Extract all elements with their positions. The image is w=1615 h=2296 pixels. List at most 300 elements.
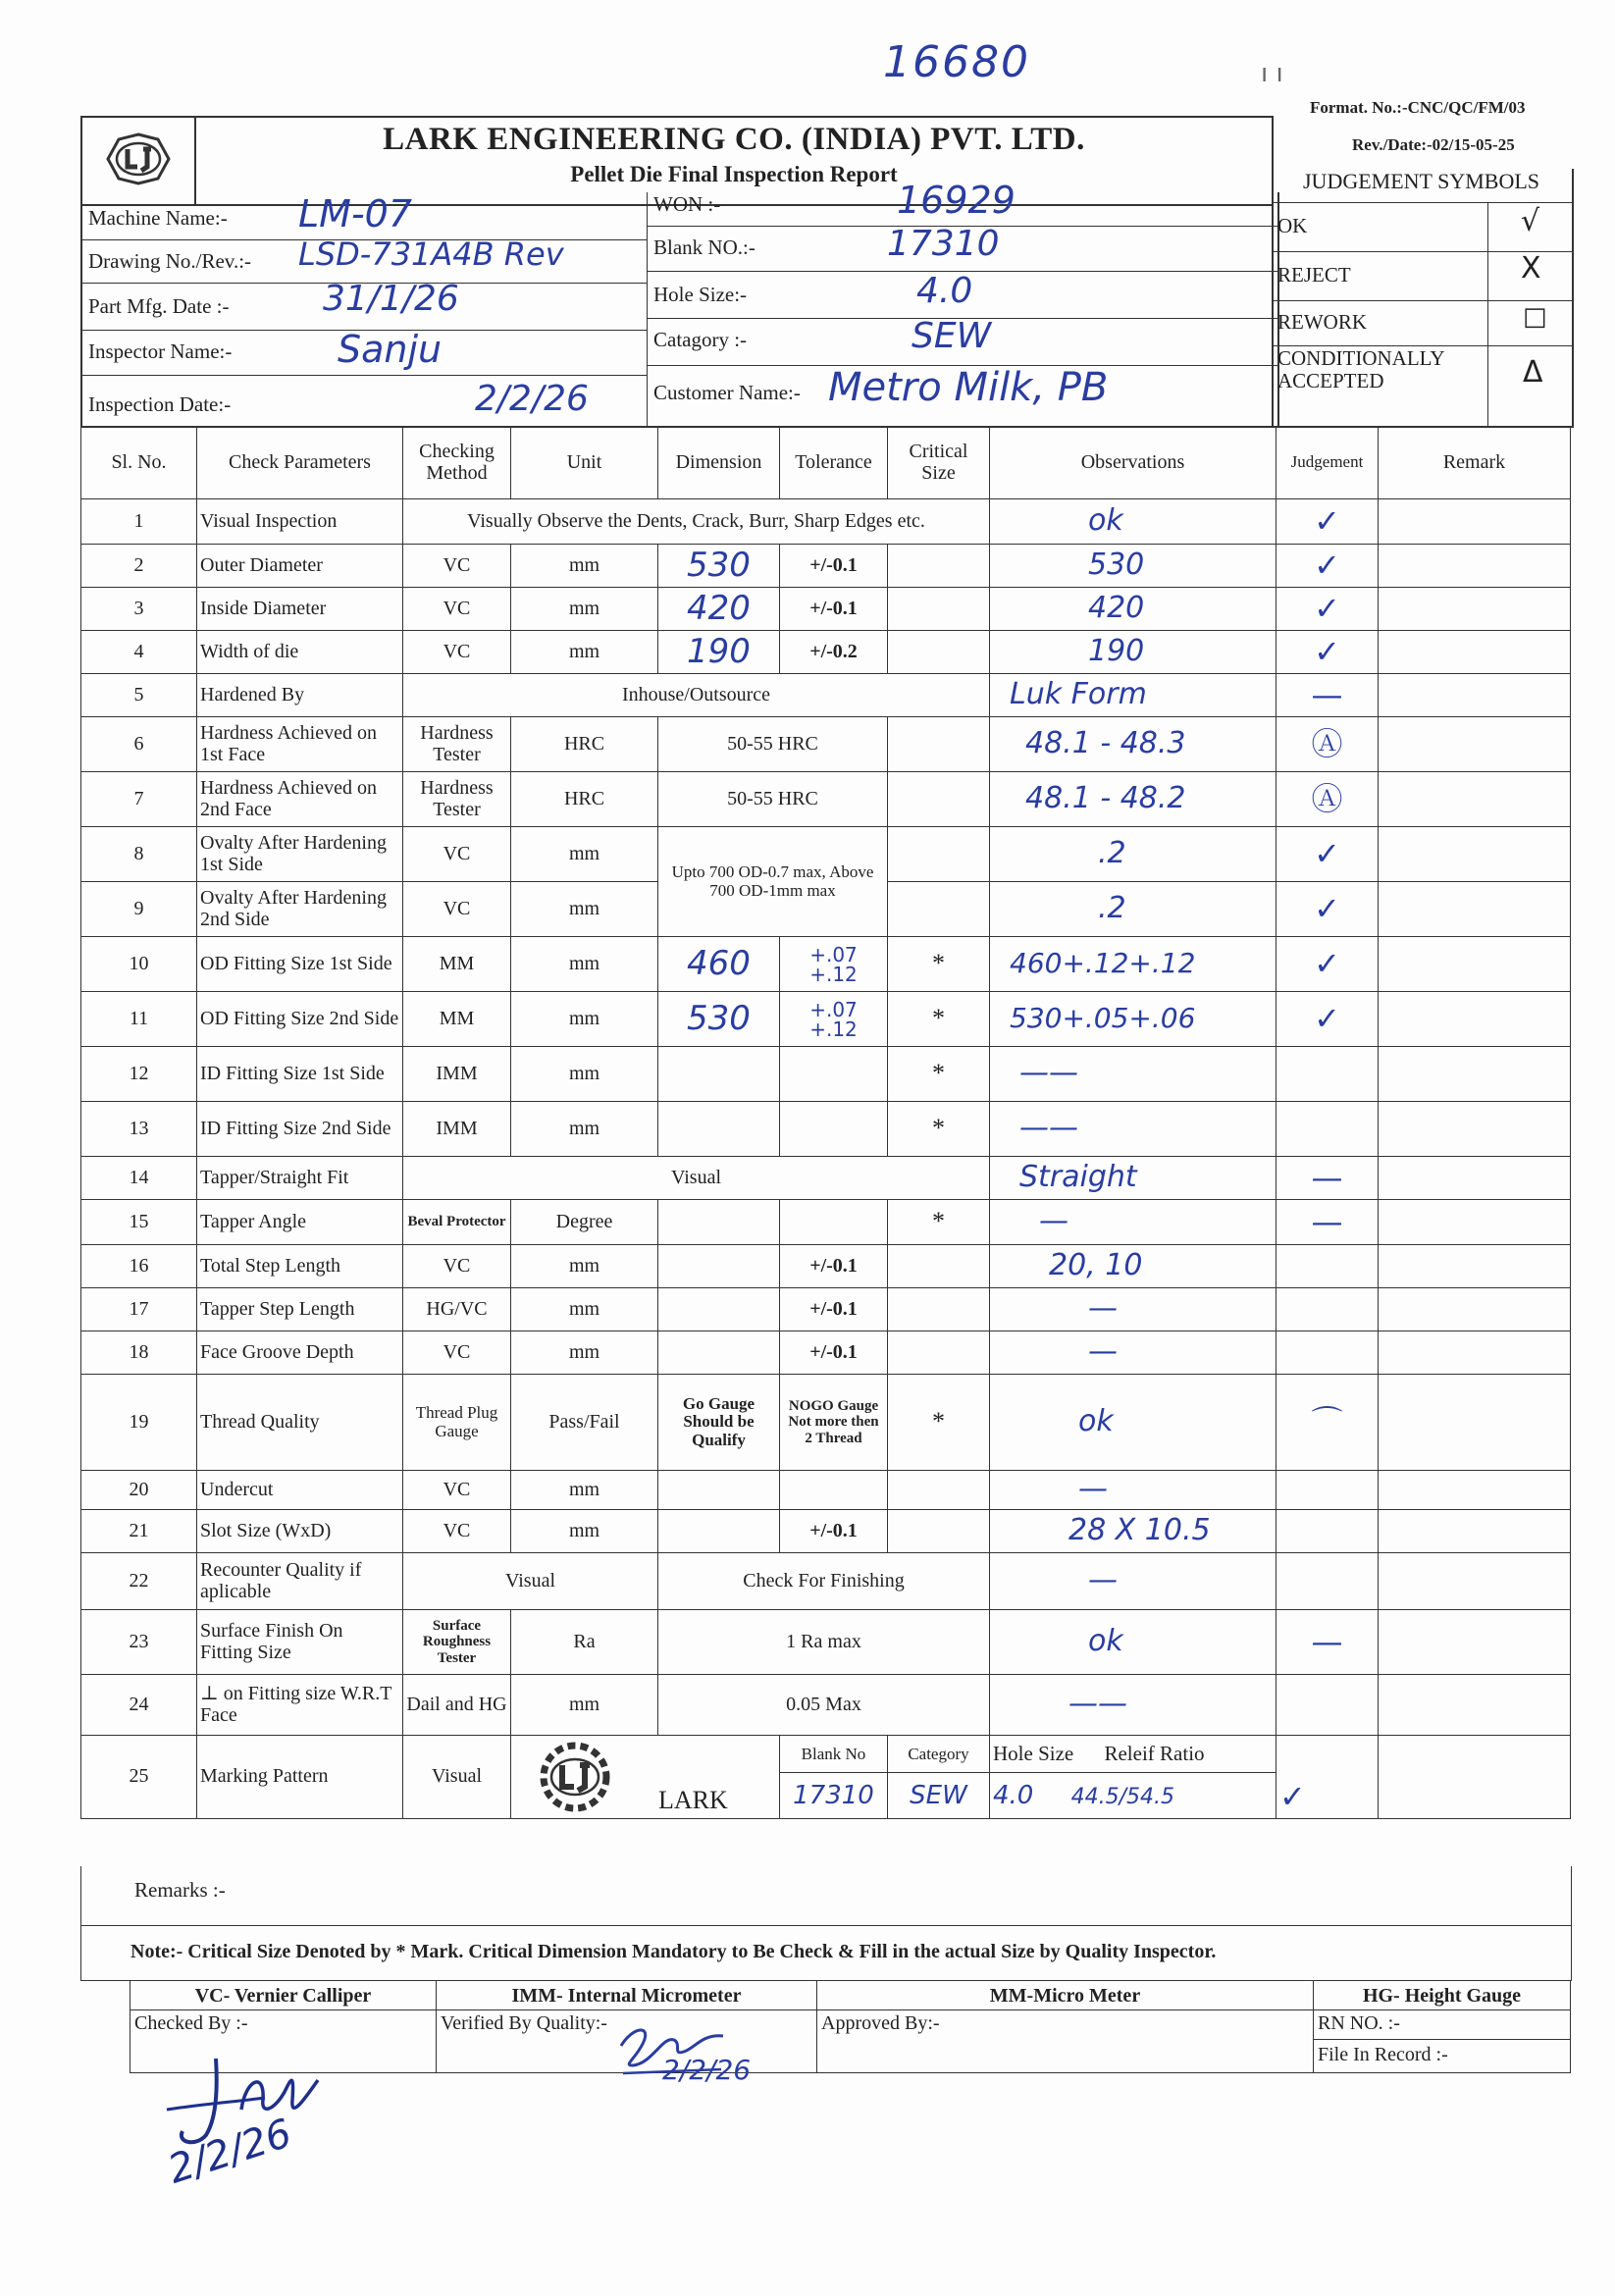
row-judgement: ✓ <box>1276 992 1379 1047</box>
row-remark <box>1379 588 1571 631</box>
row-judgement: ✓ <box>1276 588 1379 631</box>
row-sl: 20 <box>81 1471 197 1510</box>
row-merged-method: Visual <box>403 1157 990 1200</box>
col-tolerance: Tolerance <box>780 427 888 499</box>
row-observation: Straight <box>990 1157 1276 1200</box>
drawing-value: LSD-731A4B Rev <box>298 235 564 273</box>
row-observation: —— <box>990 1102 1276 1157</box>
marking-relief-value: 44.5/54.5 <box>1070 1785 1175 1810</box>
table-row <box>81 499 1571 545</box>
row-sl: 8 <box>81 827 197 882</box>
col-remark: Remark <box>1379 427 1571 499</box>
row-unit: mm <box>511 631 658 674</box>
approved-by-label: Approved By:- <box>821 2012 940 2034</box>
col-unit: Unit <box>511 427 658 499</box>
table-header-row <box>81 427 1571 499</box>
row-critical <box>888 588 990 631</box>
table-row <box>81 937 1571 992</box>
row-tolerance <box>780 1200 888 1245</box>
inspector-label: Inspector Name:- <box>88 339 233 363</box>
row-method: VC <box>403 827 511 882</box>
row-remark <box>1379 772 1571 827</box>
row-method: VC <box>403 1331 511 1375</box>
row-observation: 48.1 - 48.3 <box>990 717 1276 772</box>
row-method: Hardness Tester <box>403 717 511 772</box>
marking-value-group <box>990 1773 1276 1819</box>
row-param: Tapper Step Length <box>197 1288 403 1331</box>
row-method: VC <box>403 1510 511 1553</box>
remarks-box <box>80 1866 1572 1926</box>
lark-logo-icon <box>104 131 173 186</box>
row-dimension: 530 <box>658 545 780 588</box>
row-observation: — <box>990 1200 1276 1245</box>
row-observation: 420 <box>990 588 1276 631</box>
row-unit: mm <box>511 1675 658 1736</box>
row-method: VC <box>403 1245 511 1288</box>
row-sl: 5 <box>81 674 197 717</box>
record-cell <box>1314 2010 1571 2073</box>
row-observation: 48.1 - 48.2 <box>990 772 1276 827</box>
row-judgement: ✓ <box>1276 937 1379 992</box>
row-sl: 9 <box>81 882 197 937</box>
table-row <box>81 1471 1571 1510</box>
table-row <box>81 588 1571 631</box>
rn-no-label: RN NO. :- <box>1318 2012 1400 2034</box>
inspector-value: Sanju <box>338 328 443 371</box>
row-remark <box>1379 1288 1571 1331</box>
verified-by-cell <box>437 2010 817 2086</box>
hole-size-label: Hole Size:- <box>653 283 748 306</box>
report-title: Pellet Die Final Inspection Report <box>570 162 898 186</box>
row-unit: mm <box>511 937 658 992</box>
row-method-unit: Visual <box>403 1553 658 1610</box>
row-critical <box>888 717 990 772</box>
row-remark <box>1379 882 1571 937</box>
row-method: Hardness Tester <box>403 772 511 827</box>
marking-header-group <box>990 1736 1276 1773</box>
row-method: HG/VC <box>403 1288 511 1331</box>
category-value: SEW <box>912 316 992 356</box>
row-unit: HRC <box>511 772 658 827</box>
table-row <box>81 545 1571 588</box>
row-judgement: — <box>1276 1200 1379 1245</box>
row-method: Dail and HG <box>403 1675 511 1736</box>
row-unit: mm <box>511 1288 658 1331</box>
row-remark <box>1379 1375 1571 1471</box>
customer-label: Customer Name:- <box>653 381 801 404</box>
note-box <box>80 1925 1572 1981</box>
row-param: Inside Diameter <box>197 588 403 631</box>
row-tolerance: +/-0.2 <box>780 631 888 674</box>
row-judgement <box>1276 1553 1379 1610</box>
row-sl: 16 <box>81 1245 197 1288</box>
col-sl: Sl. No. <box>81 427 197 499</box>
row-unit: mm <box>511 827 658 882</box>
legend-mm: MM-Micro Meter <box>817 1981 1314 2010</box>
row-sl: 22 <box>81 1553 197 1610</box>
hole-size-value: 4.0 <box>916 271 973 311</box>
row-sl: 23 <box>81 1610 197 1675</box>
row-judgement: ✓ <box>1276 631 1379 674</box>
row-judgement: ⌒ <box>1276 1375 1379 1471</box>
row-sl: 7 <box>81 772 197 827</box>
row-remark <box>1379 1047 1571 1102</box>
row-unit: mm <box>511 1471 658 1510</box>
row-critical <box>888 882 990 937</box>
ok-check-icon: √ <box>1521 204 1540 238</box>
row-param: Thread Quality <box>197 1375 403 1471</box>
marking-judgement: ✓ <box>1276 1736 1379 1819</box>
row-observation: — <box>990 1553 1276 1610</box>
info-block <box>80 179 1279 428</box>
marking-param: Marking Pattern <box>197 1736 403 1819</box>
row-tolerance: +/-0.1 <box>780 1245 888 1288</box>
row-critical <box>888 1245 990 1288</box>
row-unit: mm <box>511 545 658 588</box>
row-unit: mm <box>511 1331 658 1375</box>
col-method: Checking Method <box>403 427 511 499</box>
row-sl: 10 <box>81 937 197 992</box>
row-critical: * <box>888 937 990 992</box>
row-remark <box>1379 499 1571 545</box>
row-unit: mm <box>511 1102 658 1157</box>
row-dimension: 530 <box>658 992 780 1047</box>
row-method: VC <box>403 1471 511 1510</box>
marking-lark-text: LARK <box>658 1785 728 1814</box>
row-judgement <box>1276 1331 1379 1375</box>
table-row <box>81 674 1571 717</box>
judgement-ok-label: OK <box>1277 214 1308 237</box>
col-dimension: Dimension <box>658 427 780 499</box>
row-param: Visual Inspection <box>197 499 403 545</box>
row-judgement: ✓ <box>1276 827 1379 882</box>
row-judgement <box>1276 1047 1379 1102</box>
row-param: Face Groove Depth <box>197 1331 403 1375</box>
row-judgement <box>1276 1245 1379 1288</box>
row-dimension-tolerance: 1 Ra max <box>658 1610 990 1675</box>
row-tolerance: +/-0.1 <box>780 588 888 631</box>
inspection-date-value: 2/2/26 <box>475 379 589 419</box>
row-observation: — <box>990 1288 1276 1331</box>
row-param: Width of die <box>197 631 403 674</box>
row-sl: 3 <box>81 588 197 631</box>
row-remark <box>1379 827 1571 882</box>
row-unit: Pass/Fail <box>511 1375 658 1471</box>
judgement-conditional-label: CONDITIONALLY ACCEPTED <box>1277 346 1444 393</box>
judgement-symbols-box <box>1272 169 1574 428</box>
row-observation: ok <box>990 1610 1276 1675</box>
row-unit: mm <box>511 1047 658 1102</box>
blank-no-value: 17310 <box>887 224 1000 264</box>
row-remark <box>1379 1157 1571 1200</box>
marking-sl: 25 <box>81 1736 197 1819</box>
row-method: VC <box>403 882 511 937</box>
approved-by-cell <box>817 2010 1314 2073</box>
customer-value: Metro Milk, PB <box>828 365 1109 410</box>
marking-header-category: Category <box>888 1736 990 1773</box>
row-tolerance: +.07 +.12 <box>780 992 888 1047</box>
judgement-reject-label: REJECT <box>1277 263 1351 287</box>
marking-header-row <box>81 1736 1571 1773</box>
machine-label: Machine Name:- <box>88 206 228 230</box>
row-remark <box>1379 631 1571 674</box>
row-sl: 4 <box>81 631 197 674</box>
conditional-triangle-icon: Δ <box>1523 355 1543 390</box>
row-method: Surface Roughness Tester <box>403 1610 511 1675</box>
row-observation: — <box>990 1331 1276 1375</box>
row-tolerance: +/-0.1 <box>780 1288 888 1331</box>
row-critical <box>888 772 990 827</box>
col-judgement: Judgement <box>1276 427 1379 499</box>
row-observation: .2 <box>990 882 1276 937</box>
table-row <box>81 717 1571 772</box>
row-dimension <box>658 1102 780 1157</box>
row-observation: 530+.05+.06 <box>990 992 1276 1047</box>
row-observation: 28 X 10.5 <box>990 1510 1276 1553</box>
rework-square-icon: □ <box>1523 302 1547 332</box>
row-judgement: — <box>1276 1157 1379 1200</box>
remarks-label: Remarks :- <box>134 1878 226 1902</box>
row-unit: mm <box>511 1245 658 1288</box>
row-sl: 24 <box>81 1675 197 1736</box>
row-tolerance: +/-0.1 <box>780 1510 888 1553</box>
row-param: Outer Diameter <box>197 545 403 588</box>
row-observation: ok <box>990 1375 1276 1471</box>
category-label: Catagory :- <box>653 328 748 351</box>
row-param: Tapper/Straight Fit <box>197 1157 403 1200</box>
row-observation: — <box>990 1471 1276 1510</box>
revision-date: Rev./Date:-02/15-05-25 <box>1352 135 1515 154</box>
row-sl: 2 <box>81 545 197 588</box>
row-observation: Luk Form <box>990 674 1276 717</box>
row-method: MM <box>403 992 511 1047</box>
row-param: Hardness Achieved on 2nd Face <box>197 772 403 827</box>
row-param: Slot Size (WxD) <box>197 1510 403 1553</box>
row-merged-method: Visually Observe the Dents, Crack, Burr, Sharp Edges etc. <box>403 499 990 545</box>
row-remark <box>1379 1675 1571 1736</box>
row-tolerance <box>780 1102 888 1157</box>
marking-header-blank: Blank No <box>780 1736 888 1773</box>
marking-blank-value: 17310 <box>780 1773 888 1819</box>
row-remark <box>1379 674 1571 717</box>
table-row <box>81 1375 1571 1471</box>
row-dimension: Go Gauge Should be Qualify <box>658 1375 780 1471</box>
row-observation: 460+.12+.12 <box>990 937 1276 992</box>
row-tolerance: +/-0.1 <box>780 1331 888 1375</box>
row-critical: * <box>888 992 990 1047</box>
row-dimension <box>658 1510 780 1553</box>
row-sl: 21 <box>81 1510 197 1553</box>
row-dimension <box>658 1471 780 1510</box>
table-row <box>81 1331 1571 1375</box>
row-judgement: ✓ <box>1276 545 1379 588</box>
row-dimension: 420 <box>658 588 780 631</box>
format-number: Format. No.:-CNC/QC/FM/03 <box>1310 98 1526 117</box>
row-unit: mm <box>511 1510 658 1553</box>
table-row <box>81 1510 1571 1553</box>
row-param: OD Fitting Size 2nd Side <box>197 992 403 1047</box>
row-observation: 530 <box>990 545 1276 588</box>
row-ovalty-tolerance: Upto 700 OD-0.7 max, Above 700 OD-1mm max <box>658 827 888 937</box>
table-row <box>81 631 1571 674</box>
row-remark <box>1379 545 1571 588</box>
row-unit: mm <box>511 882 658 937</box>
verified-date: 2/2/26 <box>662 2054 752 2086</box>
row-remark <box>1379 1553 1571 1610</box>
legend-hg: HG- Height Gauge <box>1314 1981 1571 2010</box>
handwritten-serial-number: 16680 <box>883 37 1030 87</box>
row-method: Beval Protector <box>403 1200 511 1245</box>
checked-by-label: Checked By :- <box>134 2012 248 2034</box>
reject-x-icon: X <box>1521 251 1541 286</box>
row-method: IMM <box>403 1047 511 1102</box>
row-judgement: — <box>1276 674 1379 717</box>
row-remark <box>1379 1200 1571 1245</box>
row-param: Tapper Angle <box>197 1200 403 1245</box>
table-row <box>81 1288 1571 1331</box>
row-remark <box>1379 937 1571 992</box>
won-value: 16929 <box>897 179 1016 222</box>
legend-vc: VC- Vernier Calliper <box>130 1981 437 2010</box>
row-critical <box>888 1510 990 1553</box>
row-sl: 13 <box>81 1102 197 1157</box>
marking-remark <box>1379 1736 1571 1819</box>
file-in-record-label: File In Record :- <box>1314 2039 1570 2066</box>
table-row <box>81 772 1571 827</box>
table-row <box>81 992 1571 1047</box>
row-method: IMM <box>403 1102 511 1157</box>
row-param: Undercut <box>197 1471 403 1510</box>
row-judgement: — <box>1276 1610 1379 1675</box>
marking-hole-value: 4.0 <box>993 1781 1034 1811</box>
row-dimension-tolerance: Check For Finishing <box>658 1553 990 1610</box>
marking-method: Visual <box>403 1736 511 1819</box>
table-row <box>81 1102 1571 1157</box>
row-dimension-tolerance: 50-55 HRC <box>658 772 888 827</box>
blank-no-label: Blank NO.:- <box>653 235 755 259</box>
corner-tick-mark: ı ı <box>1261 59 1283 88</box>
row-param: Ovalty After Hardening 2nd Side <box>197 882 403 937</box>
row-sl: 11 <box>81 992 197 1047</box>
drawing-label: Drawing No./Rev.:- <box>88 249 252 273</box>
row-dimension <box>658 1288 780 1331</box>
row-sl: 6 <box>81 717 197 772</box>
row-method: VC <box>403 545 511 588</box>
row-dimension <box>658 1200 780 1245</box>
row-tolerance: NOGO Gauge Not more then 2 Thread <box>780 1375 888 1471</box>
row-remark <box>1379 1102 1571 1157</box>
verified-by-label: Verified By Quality:- <box>441 2012 607 2034</box>
won-label: WON :- <box>653 192 721 216</box>
row-observation: —— <box>990 1047 1276 1102</box>
row-observation: 190 <box>990 631 1276 674</box>
row-critical: * <box>888 1102 990 1157</box>
col-critical: Critical Size <box>888 427 990 499</box>
row-param: Surface Finish On Fitting Size <box>197 1610 403 1675</box>
row-judgement: Ⓐ <box>1276 717 1379 772</box>
row-param: ID Fitting Size 2nd Side <box>197 1102 403 1157</box>
marking-header-relief: Releif Ratio <box>1104 1742 1205 1766</box>
row-critical <box>888 545 990 588</box>
row-remark <box>1379 717 1571 772</box>
lark-gear-logo-icon <box>521 1740 629 1814</box>
row-method: VC <box>403 588 511 631</box>
row-tolerance <box>780 1471 888 1510</box>
row-dimension <box>658 1245 780 1288</box>
row-sl: 12 <box>81 1047 197 1102</box>
row-remark <box>1379 1245 1571 1288</box>
row-tolerance: +/-0.1 <box>780 545 888 588</box>
critical-size-note: Note:- Critical Size Denoted by * Mark. Critical Dimension Mandatory to Be Check & Fill in the actual Size by Quality Inspector. <box>130 1941 1217 1962</box>
row-method: MM <box>403 937 511 992</box>
checked-date: 2/2/26 <box>163 2111 297 2193</box>
row-critical: * <box>888 1047 990 1102</box>
part-mfg-date-value: 31/1/26 <box>323 279 459 319</box>
row-unit: mm <box>511 992 658 1047</box>
row-remark <box>1379 1510 1571 1553</box>
row-method: Thread Plug Gauge <box>403 1375 511 1471</box>
row-judgement <box>1276 1288 1379 1331</box>
row-sl: 1 <box>81 499 197 545</box>
row-critical <box>888 1471 990 1510</box>
inspection-table <box>80 426 1571 1819</box>
row-dimension <box>658 1331 780 1375</box>
company-name: LARK ENGINEERING CO. (INDIA) PVT. LTD. <box>383 122 1085 157</box>
row-unit: HRC <box>511 717 658 772</box>
row-unit: Ra <box>511 1610 658 1675</box>
row-sl: 14 <box>81 1157 197 1200</box>
row-tolerance <box>780 1047 888 1102</box>
row-dimension-tolerance: 0.05 Max <box>658 1675 990 1736</box>
row-sl: 17 <box>81 1288 197 1331</box>
row-param: Hardened By <box>197 674 403 717</box>
row-dimension-tolerance: 50-55 HRC <box>658 717 888 772</box>
row-remark <box>1379 1610 1571 1675</box>
row-remark <box>1379 1471 1571 1510</box>
row-critical <box>888 631 990 674</box>
row-param: Total Step Length <box>197 1245 403 1288</box>
row-remark <box>1379 1331 1571 1375</box>
row-dimension <box>658 1047 780 1102</box>
legend-imm: IMM- Internal Micrometer <box>437 1981 817 2010</box>
table-row <box>81 1675 1571 1736</box>
table-row <box>81 1610 1571 1675</box>
row-remark <box>1379 992 1571 1047</box>
row-judgement <box>1276 1675 1379 1736</box>
judgement-rework-label: REWORK <box>1277 310 1367 334</box>
row-tolerance: +.07 +.12 <box>780 937 888 992</box>
row-sl: 19 <box>81 1375 197 1471</box>
row-method: VC <box>403 631 511 674</box>
table-row <box>81 1553 1571 1610</box>
row-param: ⊥ on Fitting size W.R.T Face <box>197 1675 403 1736</box>
row-param: Ovalty After Hardening 1st Side <box>197 827 403 882</box>
row-param: OD Fitting Size 1st Side <box>197 937 403 992</box>
row-sl: 15 <box>81 1200 197 1245</box>
row-judgement: ✓ <box>1276 499 1379 545</box>
inspection-date-label: Inspection Date:- <box>88 392 232 416</box>
table-row <box>81 1157 1571 1200</box>
row-sl: 18 <box>81 1331 197 1375</box>
row-observation: —— <box>990 1675 1276 1736</box>
row-critical <box>888 1288 990 1331</box>
row-param: ID Fitting Size 1st Side <box>197 1047 403 1102</box>
row-unit: Degree <box>511 1200 658 1245</box>
machine-value: LM-07 <box>298 192 413 235</box>
row-dimension: 190 <box>658 631 780 674</box>
row-critical <box>888 1331 990 1375</box>
row-param: Hardness Achieved on 1st Face <box>197 717 403 772</box>
